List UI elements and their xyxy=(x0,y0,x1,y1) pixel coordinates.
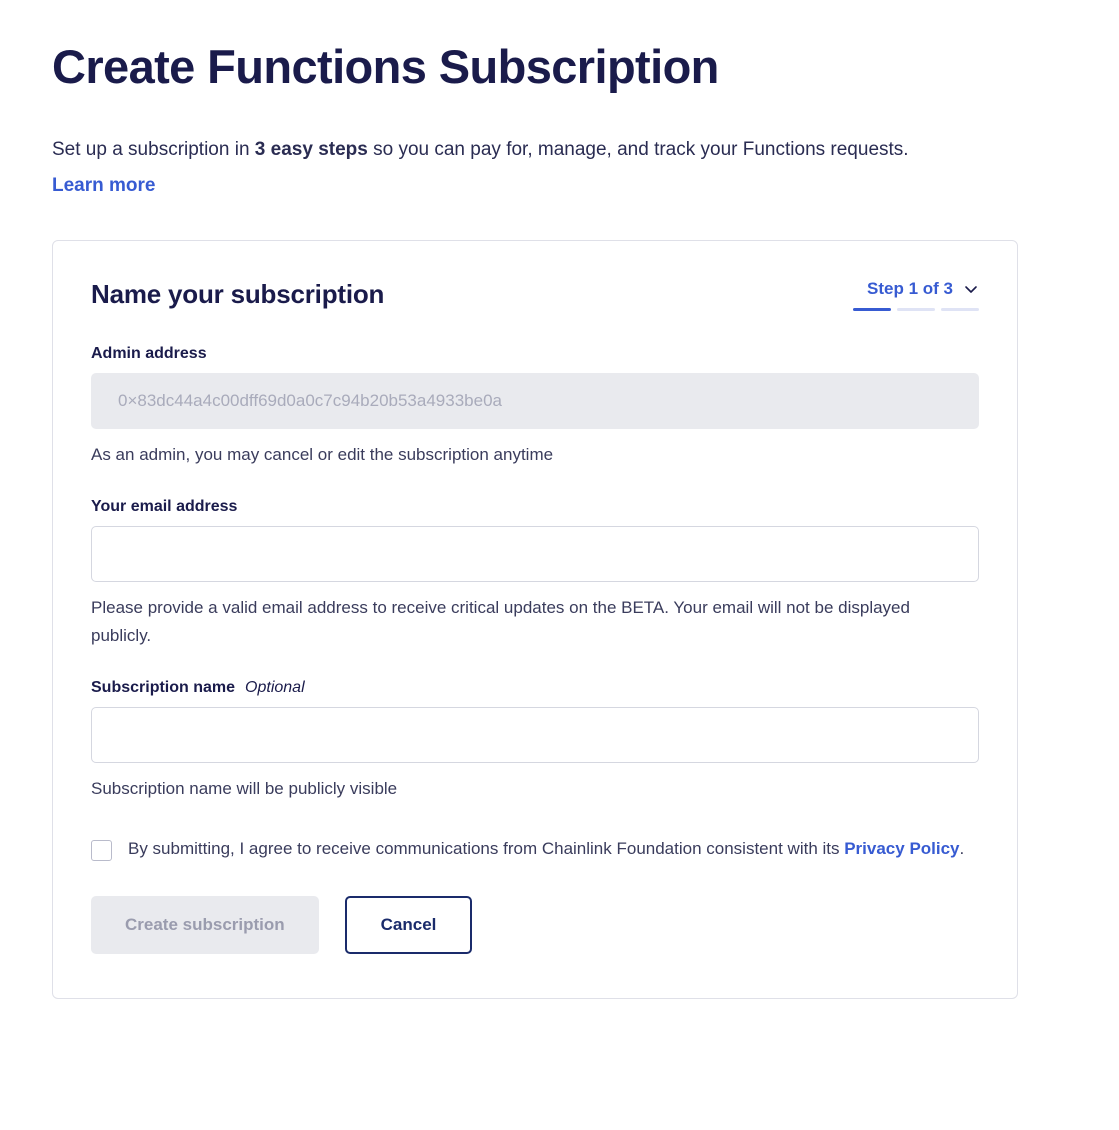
subscription-name-field xyxy=(91,679,979,802)
consent-row xyxy=(91,836,979,862)
step-progress-bars xyxy=(853,308,979,311)
step-bar-2 xyxy=(897,308,935,311)
admin-address-field xyxy=(91,345,979,468)
card-header xyxy=(91,279,979,311)
admin-address-helper: As an admin, you may cancel or edit the subscription anytime xyxy=(91,445,554,465)
intro-text-after: so you can pay for, manage, and track your Functions requests. xyxy=(367,139,909,161)
step-indicator[interactable] xyxy=(853,279,979,311)
privacy-policy-link[interactable]: Privacy Policy xyxy=(844,838,960,858)
email-label: Your email address xyxy=(91,498,238,516)
form-actions xyxy=(91,896,979,954)
learn-more-link[interactable]: Learn more xyxy=(52,175,156,197)
consent-text-before: By submitting, I agree to receive communications from Chainlink Foundation consistent with its xyxy=(128,838,845,858)
subscription-name-helper: Subscription name will be publicly visible xyxy=(91,778,398,798)
subscription-name-optional-tag: Optional xyxy=(245,678,305,696)
consent-text xyxy=(128,836,964,862)
page-title: Create Functions Subscription xyxy=(52,40,719,93)
subscription-name-input[interactable] xyxy=(91,707,979,763)
intro-text-emphasis: 3 easy steps xyxy=(254,139,368,161)
email-input[interactable] xyxy=(91,526,979,582)
cancel-button[interactable]: Cancel xyxy=(345,896,473,954)
admin-address-input xyxy=(91,373,979,429)
step-bar-1 xyxy=(853,308,891,311)
admin-address-label: Admin address xyxy=(91,345,207,363)
step-indicator-row[interactable] xyxy=(867,279,979,299)
step-bar-3 xyxy=(941,308,979,311)
page-intro xyxy=(52,132,952,204)
chevron-down-icon[interactable] xyxy=(963,281,979,297)
create-subscription-button[interactable]: Create subscription xyxy=(91,896,319,954)
step-indicator-label: Step 1 of 3 xyxy=(867,279,953,299)
subscription-name-label-text: Subscription name xyxy=(91,678,236,696)
subscription-name-label xyxy=(91,679,979,697)
email-helper: Please provide a valid email address to receive critical updates on the BETA. Your email will not be displayed publicly. xyxy=(91,598,910,645)
card-title: Name your subscription xyxy=(91,279,385,310)
email-field xyxy=(91,498,979,648)
consent-checkbox[interactable] xyxy=(91,840,112,861)
intro-text-before: Set up a subscription in xyxy=(52,139,255,161)
subscription-card xyxy=(52,240,1018,999)
consent-text-after: . xyxy=(959,838,965,858)
